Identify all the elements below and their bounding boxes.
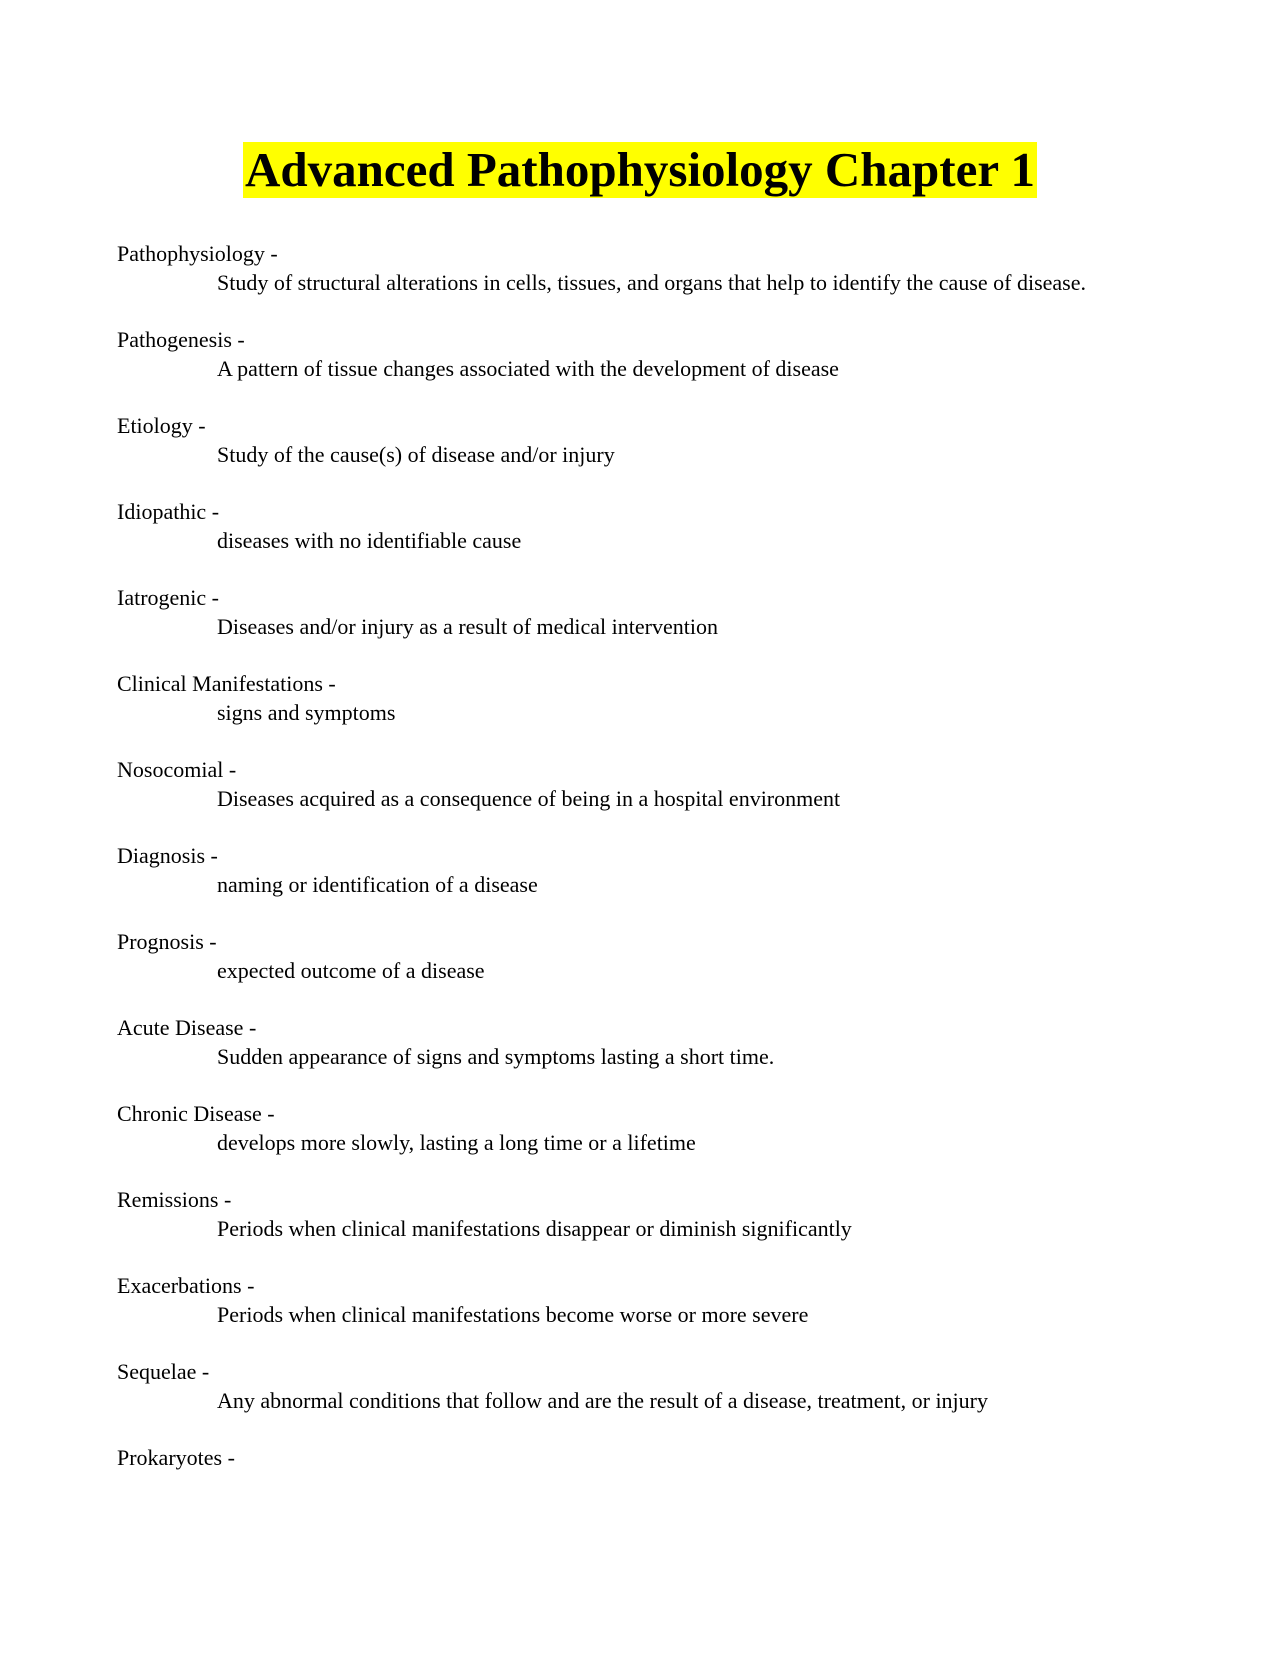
glossary-term: Prokaryotes - xyxy=(117,1445,235,1470)
glossary-entry xyxy=(117,325,1167,383)
glossary-definition: Diseases acquired as a consequence of being in a hospital environment xyxy=(217,786,841,811)
glossary-list xyxy=(117,239,1167,1472)
glossary-entry xyxy=(117,755,1167,813)
glossary-definition: Study of the cause(s) of disease and/or injury xyxy=(217,442,615,467)
glossary-definition: Diseases and/or injury as a result of medical intervention xyxy=(217,614,718,639)
glossary-entry xyxy=(117,1185,1167,1243)
glossary-term: Diagnosis - xyxy=(117,843,218,868)
glossary-term: Iatrogenic - xyxy=(117,585,219,610)
glossary-term: Clinical Manifestations - xyxy=(117,671,336,696)
glossary-term: Nosocomial - xyxy=(117,757,237,782)
glossary-definition: naming or identification of a disease xyxy=(217,872,538,897)
glossary-entry xyxy=(117,583,1167,641)
glossary-term: Pathophysiology - xyxy=(117,241,278,266)
glossary-entry xyxy=(117,239,1167,297)
glossary-entry xyxy=(117,927,1167,985)
glossary-entry xyxy=(117,841,1167,899)
glossary-term: Exacerbations - xyxy=(117,1273,255,1298)
glossary-term: Idiopathic - xyxy=(117,499,220,524)
glossary-definition: Periods when clinical manifestations disappear or diminish significantly xyxy=(217,1216,852,1241)
glossary-entry xyxy=(117,1013,1167,1071)
glossary-definition: Sudden appearance of signs and symptoms lasting a short time. xyxy=(217,1044,775,1069)
glossary-entry xyxy=(117,411,1167,469)
glossary-term: Sequelae - xyxy=(117,1359,210,1384)
glossary-definition: Periods when clinical manifestations become worse or more severe xyxy=(217,1302,809,1327)
glossary-term: Remissions - xyxy=(117,1187,232,1212)
glossary-definition: A pattern of tissue changes associated with the development of disease xyxy=(217,356,839,381)
glossary-definition: Any abnormal conditions that follow and are the result of a disease, treatment, or injury xyxy=(217,1388,988,1413)
glossary-definition: diseases with no identifiable cause xyxy=(217,528,522,553)
glossary-entry xyxy=(117,669,1167,727)
document-title: Advanced Pathophysiology Chapter 1 xyxy=(244,142,1035,197)
glossary-definition: signs and symptoms xyxy=(217,700,396,725)
glossary-definition: develops more slowly, lasting a long time or a lifetime xyxy=(217,1130,696,1155)
glossary-term: Pathogenesis - xyxy=(117,327,245,352)
title-wrapper xyxy=(0,142,1280,198)
glossary-entry xyxy=(117,1443,1167,1472)
glossary-definition: Study of structural alterations in cells, tissues, and organs that help to identify the cause of disease. xyxy=(217,270,1086,295)
glossary-entry xyxy=(117,1099,1167,1157)
glossary-definition: expected outcome of a disease xyxy=(217,958,485,983)
glossary-term: Prognosis - xyxy=(117,929,217,954)
glossary-entry xyxy=(117,1271,1167,1329)
glossary-entry xyxy=(117,497,1167,555)
glossary-term: Chronic Disease - xyxy=(117,1101,275,1126)
glossary-term: Etiology - xyxy=(117,413,206,438)
glossary-term: Acute Disease - xyxy=(117,1015,257,1040)
glossary-entry xyxy=(117,1357,1167,1415)
